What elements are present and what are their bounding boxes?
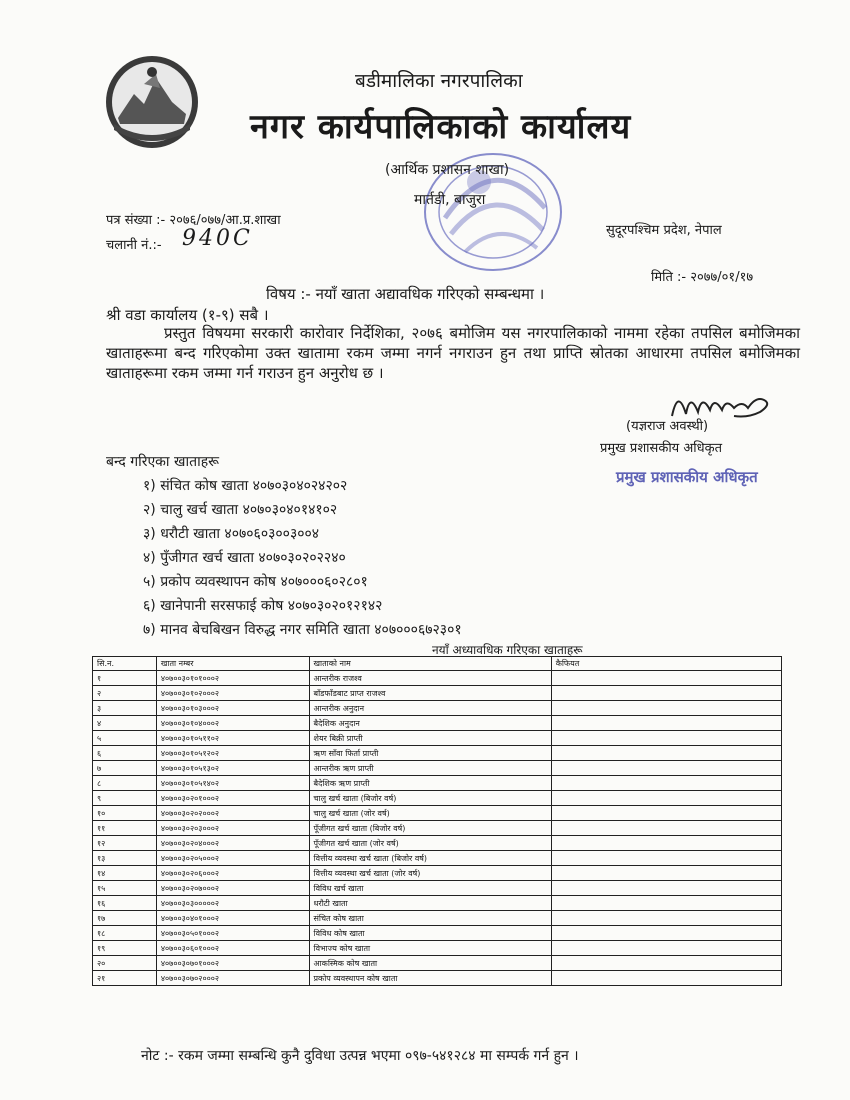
letter-subject: विषय :- नयाँ खाता अद्यावधिक गरिएको सम्बन्धमा ।	[266, 285, 545, 303]
table-row	[93, 671, 782, 686]
cell-sn: ७	[93, 761, 157, 776]
cell-remarks	[551, 776, 781, 791]
cell-account-number: ४०७००३०१०५१३०२	[156, 761, 309, 776]
cell-account-number: ४०७००३०६०१०००२	[156, 941, 309, 956]
table-row	[93, 956, 782, 971]
signatory-title: प्रमुख प्रशासकीय अधिकृत	[600, 441, 723, 456]
cell-account-number: ४०७००३०३०००००२	[156, 896, 309, 911]
cell-account-number: ४०७००३०१०५१२०२	[156, 746, 309, 761]
cell-sn: ११	[93, 821, 157, 836]
footer-note: नोट :- रकम जम्मा सम्बन्धि कुनै दुविधा उत्पन्न भएमा ०९७-५४१२८४ मा सम्पर्क गर्न हुन ।	[141, 1048, 579, 1064]
table-row	[93, 791, 782, 806]
table-row	[93, 716, 782, 731]
table-row	[93, 701, 782, 716]
cell-account-number: ४०७००३०१०५१४०२	[156, 776, 309, 791]
cell-sn: २	[93, 686, 157, 701]
cell-account-number: ४०७००३०२०५०००२	[156, 851, 309, 866]
cell-account-name: शेयर बिक्री प्राप्ती	[309, 731, 551, 746]
cell-remarks	[551, 731, 781, 746]
cell-remarks	[551, 806, 781, 821]
cell-sn: ५	[93, 731, 157, 746]
table-row	[93, 971, 782, 986]
cell-sn: १९	[93, 941, 157, 956]
closed-account-item: १) संचित कोष खाता ४०७०३०४०२४२०२	[143, 478, 348, 494]
letter-recipient: श्री वडा कार्यालय (१-९) सबै ।	[106, 306, 269, 324]
cell-sn: ६	[93, 746, 157, 761]
cell-sn: १४	[93, 866, 157, 881]
cell-account-name: बैदेशिक अनुदान	[309, 716, 551, 731]
cell-remarks	[551, 761, 781, 776]
cell-account-name: ऋण साँवा फिर्ता प्राप्ती	[309, 746, 551, 761]
letter-date: मिति :- २०७७/०१/१७	[651, 270, 754, 285]
cell-sn: १२	[93, 836, 157, 851]
table-row	[93, 926, 782, 941]
cell-account-name: बैदेशिक ऋण प्राप्ती	[309, 776, 551, 791]
province-name: सुदूरपश्चिम प्रदेश, नेपाल	[606, 223, 722, 238]
cell-account-name: चालु खर्च खाता (बिजोर वर्ष)	[309, 791, 551, 806]
new-accounts-table-body	[93, 671, 782, 986]
cell-account-name: आन्तरीक राजश्व	[309, 671, 551, 686]
cell-account-number: ४०७००३०५०१०००२	[156, 926, 309, 941]
cell-sn: १०	[93, 806, 157, 821]
signatory-stamp: प्रमुख प्रशासकीय अधिकृत	[616, 468, 758, 486]
table-row	[93, 881, 782, 896]
cell-remarks	[551, 821, 781, 836]
cell-sn: १३	[93, 851, 157, 866]
table-row	[93, 911, 782, 926]
cell-account-name: विविध खर्च खाता	[309, 881, 551, 896]
cell-account-name: विभाज्य कोष खाता	[309, 941, 551, 956]
cell-account-number: ४०७००३०४०१०००२	[156, 911, 309, 926]
cell-remarks	[551, 971, 781, 986]
table-row	[93, 761, 782, 776]
cell-sn: १८	[93, 926, 157, 941]
office-location: मार्तडी, बाजुरा	[414, 192, 486, 208]
cell-sn: १६	[93, 896, 157, 911]
cell-account-number: ४०७००३०२०३०००२	[156, 821, 309, 836]
cell-sn: १	[93, 671, 157, 686]
cell-remarks	[551, 671, 781, 686]
reference-number: पत्र संख्या :- २०७६/०७७/आ.प्र.शाखा	[106, 213, 281, 228]
dispatch-label: चलानी नं.:-	[106, 238, 162, 253]
cell-account-number: ४०७००३०१०५११०२	[156, 731, 309, 746]
cell-account-number: ४०७००३०१०१०००२	[156, 671, 309, 686]
closed-accounts-heading: बन्द गरिएका खाताहरू	[106, 454, 220, 470]
cell-account-number: ४०७००३०१०३०००२	[156, 701, 309, 716]
cell-sn: २०	[93, 956, 157, 971]
signatory-name: (यज्ञराज अवस्थी)	[626, 419, 709, 434]
cell-account-name: आन्तरीक अनुदान	[309, 701, 551, 716]
branch-name: (आर्थिक प्रशासन शाखा)	[385, 162, 510, 178]
closed-account-item: २) चालु खर्च खाता ४०७०३०४०१४१०२	[143, 502, 338, 518]
nepal-emblem-logo	[104, 54, 200, 150]
cell-account-name: चालु खर्च खाता (जोर वर्ष)	[309, 806, 551, 821]
cell-account-number: ४०७००३०२०७०००२	[156, 881, 309, 896]
cell-account-number: ४०७००३०२०४०००२	[156, 836, 309, 851]
cell-remarks	[551, 956, 781, 971]
cell-account-name: वित्तीय व्यवस्था खर्च खाता (जोर वर्ष)	[309, 866, 551, 881]
cell-account-name: वित्तीय व्यवस्था खर्च खाता (बिजोर वर्ष)	[309, 851, 551, 866]
cell-remarks	[551, 791, 781, 806]
closed-account-item: ६) खानेपानी सरसफाई कोष ४०७०३०२०१२१४२	[143, 598, 383, 614]
cell-account-name: प्रकोप व्यवस्थापन कोष खाता	[309, 971, 551, 986]
cell-sn: ९	[93, 791, 157, 806]
cell-account-name: पूँजीगत खर्च खाता (जोर वर्ष)	[309, 836, 551, 851]
office-title: नगर कार्यपालिकाको कार्यालय	[250, 107, 632, 147]
table-row	[93, 776, 782, 791]
table-row	[93, 896, 782, 911]
column-header-sn: सि.न.	[93, 657, 157, 671]
cell-remarks	[551, 926, 781, 941]
cell-remarks	[551, 881, 781, 896]
new-accounts-caption: नयाँ अध्यावधिक गरिएका खाताहरू	[432, 643, 583, 657]
cell-account-number: ४०७००३०१०४०००२	[156, 716, 309, 731]
column-header-account-number: खाता नम्बर	[156, 657, 309, 671]
cell-account-name: आकस्मिक कोष खाता	[309, 956, 551, 971]
letter-body: प्रस्तुत विषयमा सरकारी कारोवार निर्देशिका, २०७६ बमोजिम यस नगरपालिकाको नाममा रहेका तपसिल बमोजिमका खाताहरूमा बन्द गरिएकोमा उक्त खातामा रकम जम्मा नगर्न नगराउन हुन तथा प्राप्ति स्रोतका आधारमा तपसिल बमोजिमका खाताहरूमा रकम जम्मा गर्न गराउन हुन अनुरोध छ ।	[106, 324, 800, 382]
cell-account-name: पूँजीगत खर्च खाता (बिजोर वर्ष)	[309, 821, 551, 836]
cell-sn: ४	[93, 716, 157, 731]
closed-account-item: ३) धरौटी खाता ४०७०६०३००३००४	[143, 526, 320, 542]
cell-remarks	[551, 836, 781, 851]
table-row	[93, 746, 782, 761]
cell-remarks	[551, 716, 781, 731]
table-row	[93, 686, 782, 701]
cell-remarks	[551, 941, 781, 956]
cell-remarks	[551, 701, 781, 716]
table-row	[93, 941, 782, 956]
cell-account-name: संचित कोष खाता	[309, 911, 551, 926]
table-row	[93, 866, 782, 881]
dispatch-number: 940C	[182, 226, 253, 251]
table-row	[93, 836, 782, 851]
cell-remarks	[551, 851, 781, 866]
cell-account-number: ४०७००३०१०२०००२	[156, 686, 309, 701]
closed-account-item: ५) प्रकोप व्यवस्थापन कोष ४०७०००६०२८०१	[143, 574, 368, 590]
cell-account-name: बाँडफाँडबाट प्राप्त राजश्व	[309, 686, 551, 701]
cell-remarks	[551, 911, 781, 926]
cell-account-number: ४०७००३०७०१०००२	[156, 956, 309, 971]
table-row	[93, 731, 782, 746]
table-row	[93, 806, 782, 821]
closed-account-item: ७) मानव बेचबिखन विरुद्ध नगर समिति खाता ४०७०००६७२३०१	[143, 622, 462, 638]
cell-account-number: ४०७००३०२०६०००२	[156, 866, 309, 881]
cell-account-number: ४०७००३०२०१०००२	[156, 791, 309, 806]
closed-account-item: ४) पुँजीगत खर्च खाता ४०७०३०२०२२४०	[143, 550, 346, 566]
cell-account-number: ४०७००३०७०२०००२	[156, 971, 309, 986]
table-header-row	[93, 657, 782, 671]
table-row	[93, 851, 782, 866]
table-row	[93, 821, 782, 836]
cell-sn: २१	[93, 971, 157, 986]
cell-sn: ८	[93, 776, 157, 791]
cell-account-name: आन्तरीक ऋण प्राप्ती	[309, 761, 551, 776]
cell-account-name: विविध कोष खाता	[309, 926, 551, 941]
cell-sn: १७	[93, 911, 157, 926]
cell-sn: ३	[93, 701, 157, 716]
cell-account-number: ४०७००३०२०२०००२	[156, 806, 309, 821]
cell-remarks	[551, 686, 781, 701]
cell-remarks	[551, 746, 781, 761]
cell-account-name: धरौटी खाता	[309, 896, 551, 911]
cell-remarks	[551, 896, 781, 911]
cell-remarks	[551, 866, 781, 881]
column-header-remarks: कैफियत	[551, 657, 781, 671]
cell-sn: १५	[93, 881, 157, 896]
column-header-account-name: खाताको नाम	[309, 657, 551, 671]
new-accounts-table	[92, 656, 782, 986]
municipality-name: बडीमालिका नगरपालिका	[355, 70, 523, 92]
